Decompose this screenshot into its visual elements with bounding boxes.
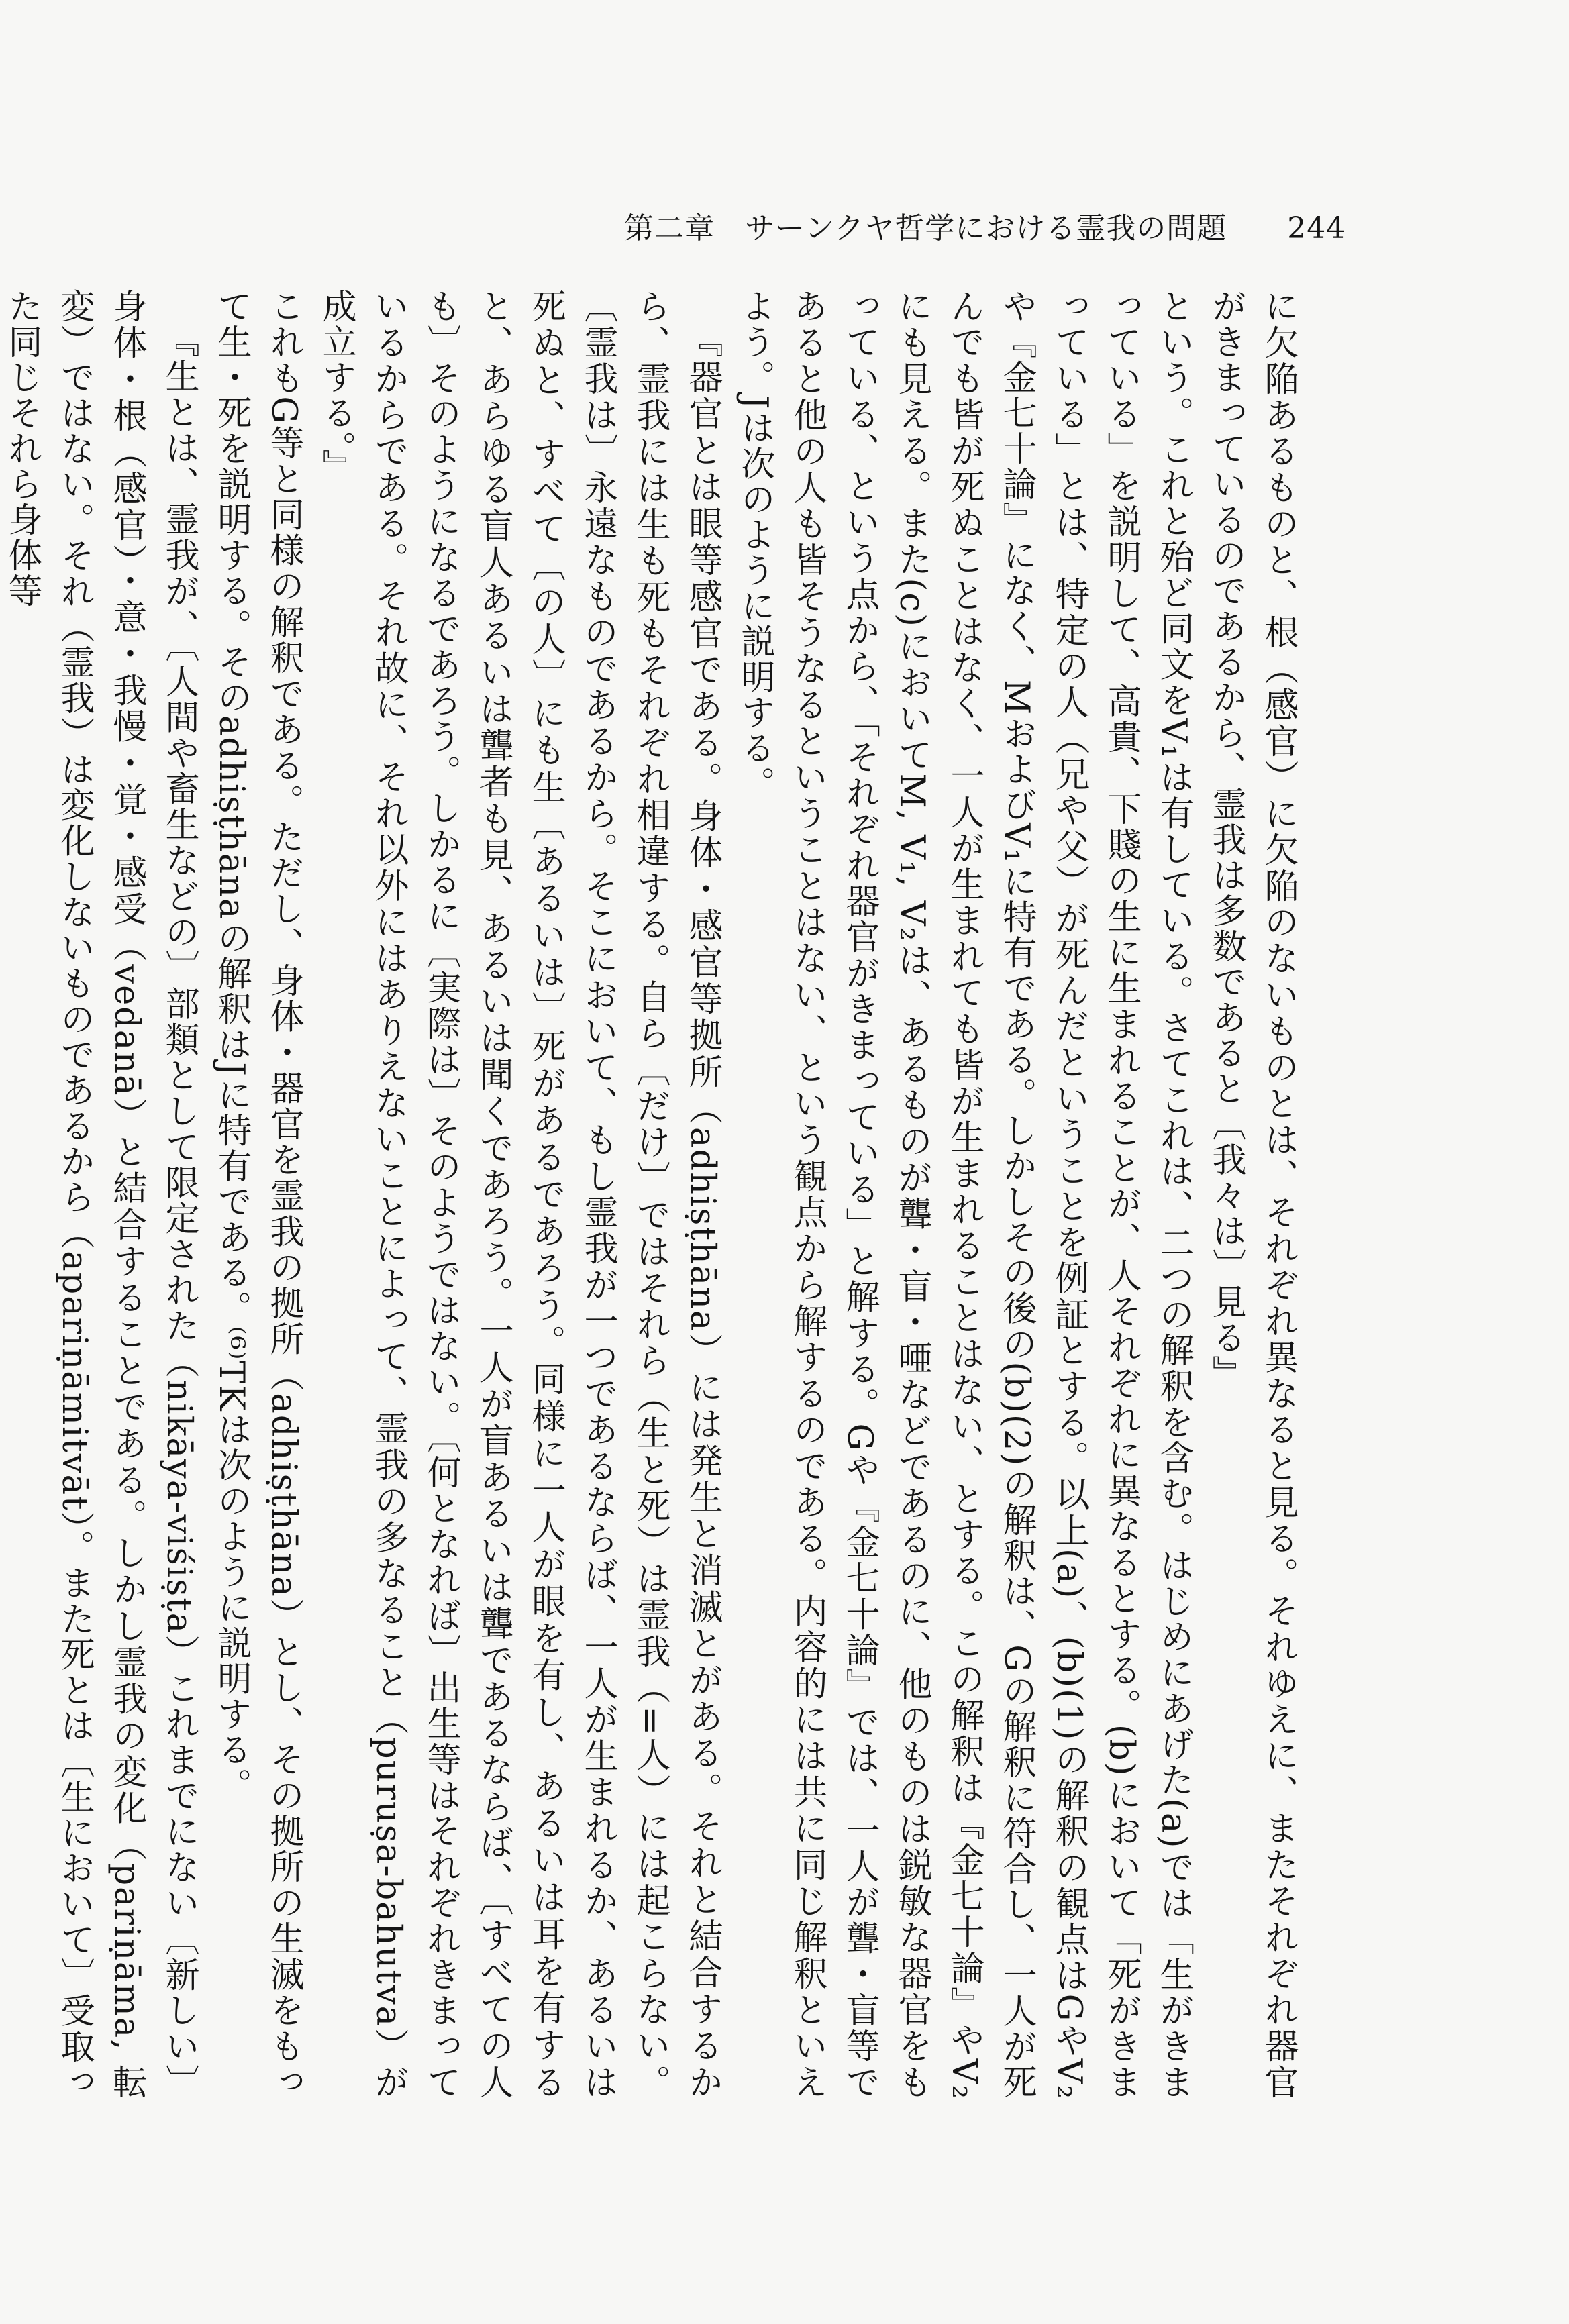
paragraph: という。これと殆ど同文をV₁は有している。さてこれは、二つの解釈を含む。はじめにあげた(a)では「生がきまっている」を説明して、高貴、下賤の生に生まれることが、人それぞれに異なるとする。(b)において「死がきまっている」とは、特定の人（兄や父）が死んだということを例証とする。以上(a)、(b)(1)の解釈の観点はGやV₂や『金七十論』になく、MおよびV₁に特有である。しかしその後の(b)(2)の解釈は、Gの解釈に符合し、一人が死んでも皆が死ぬことはなく、一人が生まれても皆が生まれることはない、とする。この解釈は『金七十論』やV₂にも見える。また(c)においてM, V₁, V₂は、あるものが聾・盲・唖などであるのに、他のものは鋭敏な器官をもっている、という点から、「それぞれ器官がきまっている」と解する。Gや『金七十論』では、一人が聾・盲等であると他の人も皆そうなるということはない、という観点から解するのである。内容的には共に同じ解釈といえよう。Jは次のように説明する。 — [735, 288, 1193, 2101]
quotation-paragraph: 『生とは、霊我が、〔人間や畜生などの〕部類として限定された（nikāya-viśiṣṭa）これまでにない〔新しい〕身体・根（感官）・意・我慢・覚・感受（vedanā）と結合することである。しかし霊我の変化（pariṇāma, 転変）ではない。それ（霊我）は変化しないものであるから（apariṇāmitvāt）。また死とは〔生において〕受取った同じそれら身体等 — [2, 288, 199, 2100]
vertical-body-text — [2, 288, 1304, 2101]
chapter-title: 第二章 サーンクヤ哲学における霊我の問題 — [624, 211, 1227, 246]
paragraph: に欠陥あるものと、根（感官）に欠陥のないものとは、それぞれ異なると見る。それゆえに、またそれぞれ器官がきまっているのであるから、霊我は多数であると〔我々は〕見る』 — [1206, 288, 1298, 2100]
quotation-paragraph: 『器官とは眼等感官である。身体・感官等拠所（adhiṣṭhāna）には発生と消滅とがある。それと結合するから、霊我には生も死もそれぞれ相違する。自ら〔だけ〕ではそれら（生と死）は霊我（=人）には起こらない。〔霊我は〕永遠なものであるから。そこにおいて、もし霊我が一つであるならば、一人が生まれるか、あるいは死ぬと、すべて〔の人〕にも生〔あるいは〕死があるであろう。同様に一人が眼を有し、あるいは耳を有すると、あらゆる盲人あるいは聾者も見、あるいは聞くであろう。一人が盲あるいは聾であるならば、〔すべての人も〕そのようになるであろう。しかるに〔実際は〕そのようではない。〔何となれば〕出生等はそれぞれきまっているからである。それ故に、それ以外にはありえないことによって、霊我の多なること（puruṣa-bahutva）が成立する。』 — [316, 288, 722, 2101]
page-number: 244 — [1287, 211, 1346, 246]
running-header — [624, 204, 1346, 247]
paragraph: これもG等と同様の解釈である。ただし、身体・器官を霊我の拠所（adhiṣṭhāna）とし、その拠所の生滅をもって生・死を説明する。そのadhiṣṭhānaの解釈はJに特有である。⁽⁶⁾TKは次のように説明する。 — [211, 288, 303, 2100]
